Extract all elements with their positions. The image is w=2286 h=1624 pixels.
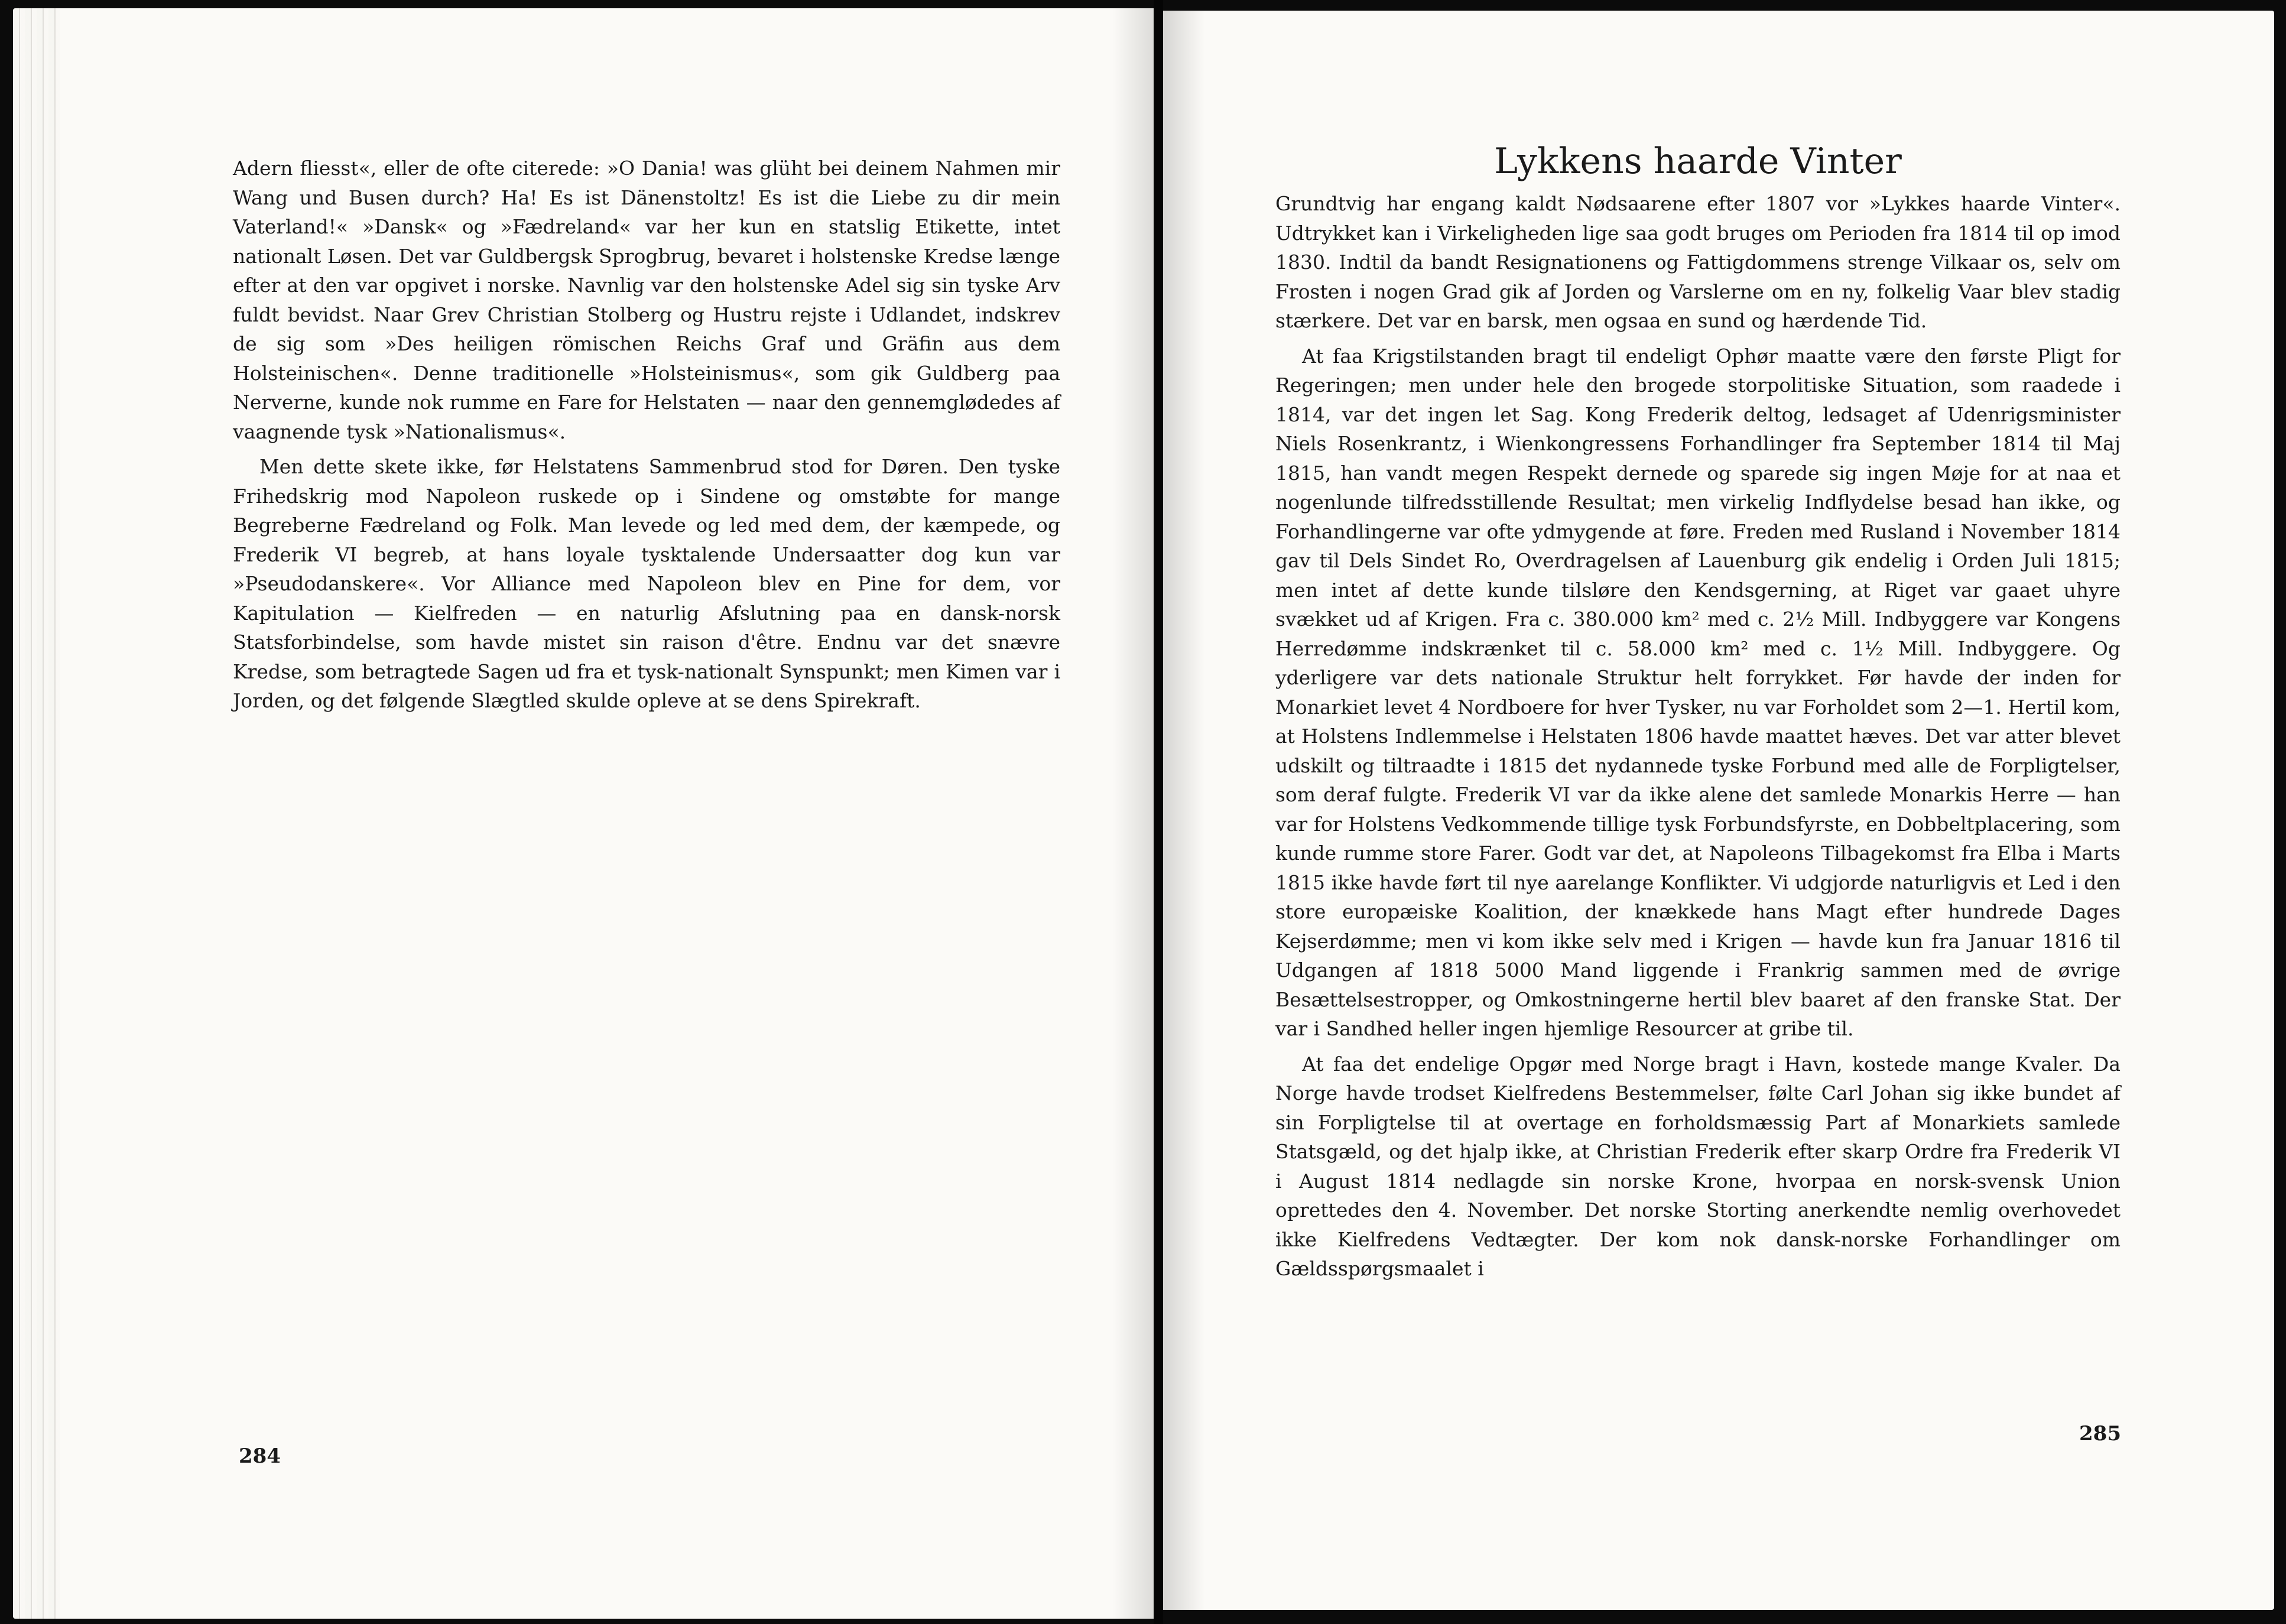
right-page-body bbox=[1275, 189, 2121, 1284]
page-edge-stack bbox=[13, 8, 60, 1619]
right-paragraph: At faa Krigstilstanden bragt til endeligt Ophør maatte være den første Pligt for Regeringen; men under hele den brogede storpolitiske Situation, som raadede i 1814, var det ingen let Sag. Kong Frederik deltog, ledsaget af Udenrigsminister Niels Rosenkrantz, i Wienkongressens Forhandlinger fra September 1814 til Maj 1815, han vandt megen Respekt dernede og sparede sig ingen Møje for at naa et nogenlunde tilfredsstillende Resultat; men virkelig Indflydelse besad han ikke, og Forhandlingerne var ofte ydmygende at føre. Freden med Rusland i November 1814 gav til Dels Sindet Ro, Overdragelsen af Lauenburg gik endelig i Orden Juli 1815; men intet af dette kunde tilsløre den Kendsgerning, at Riget var gaaet uhyre svækket ud af Krigen. Fra c. 380.000 km² med c. 2½ Mill. Indbyggere var Kongens Herredømme indskrænket til c. 58.000 km² med c. 1½ Mill. Indbyggere. Og yderligere var dets nationale Struktur helt forrykket. Før havde der inden for Monarkiet levet 4 Nordboere for hver Tysker, nu var Forholdet som 2—1. Hertil kom, at Holstens Indlemmelse i Helstaten 1806 havde maattet hæves. Det var atter blevet udskilt og tiltraadte i 1815 det nydannede tyske Forbund med alle de Forpligtelser, som deraf fulgte. Frederik VI var da ikke alene det samlede Monarkis Herre — han var for Holstens Vedkommende tillige tysk Forbundsfyrste, en Dobbeltplacering, som kunde rumme store Farer. Godt var det, at Napoleons Tilbagekomst fra Elba i Marts 1815 ikke havde ført til nye aarelange Konflikter. Vi udgjorde naturligvis et Led i den store europæiske Koalition, der knækkede hans Magt efter hundrede Dages Kejserdømme; men vi kom ikke selv med i Krigen — havde kun fra Januar 1816 til Udgangen af 1818 5000 Mand liggende i Frankrig sammen med de øvrige Besættelsestropper, og Omkostningerne hertil blev baaret af den franske Stat. Der var i Sandhed heller ingen hjemlige Resourcer at gribe til. bbox=[1275, 344, 2121, 1040]
right-paragraph: Grundtvig har engang kaldt Nødsaarene efter 1807 vor »Lykkes haarde Vinter«. Udtrykket kan i Virkeligheden lige saa godt bruges om Perioden fra 1814 til op imod 1830. Indtil da bandt Resignationens og Fattigdommens strenge Vilkaar os, selv om Frosten i nogen Grad gik af Jorden og Varslerne om en ny, folkelig Vaar blev stadig stærkere. Det var en barsk, men ogsaa en sund og hærdende Tid. bbox=[1275, 192, 2121, 332]
left-page-body bbox=[233, 154, 1060, 716]
spine-shadow bbox=[1163, 11, 1204, 1610]
chapter-title: Lykkens haarde Vinter bbox=[1494, 141, 1902, 182]
right-page bbox=[1163, 11, 2274, 1610]
left-paragraph: Adern fliesst«, eller de ofte citerede: »O Dania! was glüht bei deinem Nahmen mir Wang und Busen durch? Ha! Es ist Dänenstoltz! Es ist die Liebe zu dir mein Vaterland!« »Dansk« og »Fædreland« var her kun en statslig Etikette, intet nationalt Løsen. Det var Guldbergsk Sprogbrug, bevaret i holstenske Kredse længe efter at den var opgivet i norske. Navnlig var den holstenske Adel sig sin tyske Arv fuldt bevidst. Naar Grev Christian Stolberg og Hustru rejste i Udlandet, indskrev de sig som »Des heiligen römischen Reichs Graf und Gräfin aus dem Holsteinischen«. Denne traditionelle »Holsteinismus«, som gik Guldberg paa Nerverne, kunde nok rumme en Fare for Helstaten — naar den gennemglødedes af vaagnende tysk »Nationalismus«. bbox=[233, 157, 1060, 443]
book-gutter bbox=[1154, 0, 1163, 1624]
spine-shadow bbox=[1112, 8, 1154, 1619]
left-page bbox=[13, 8, 1154, 1619]
left-paragraph: Men dette skete ikke, før Helstatens Sammenbrud stod for Døren. Den tyske Frihedskrig mod Napoleon ruskede op i Sindene og omstøbte for mange Begreberne Fædreland og Folk. Man levede og led med dem, der kæmpede, og Frederik VI begreb, at hans loyale tysktalende Undersaatter dog kun var »Pseudodanskere«. Vor Alliance med Napoleon blev en Pine for dem, vor Kapitulation — Kielfreden — en naturlig Afslutning paa en dansk-norsk Statsforbindelse, som havde mistet sin raison d'être. Endnu var det snævre Kredse, som betragtede Sagen ud fra et tysk-nationalt Synspunkt; men Kimen var i Jorden, og det følgende Slægtled skulde opleve at se dens Spirekraft. bbox=[233, 455, 1060, 712]
page-number-left: 284 bbox=[239, 1444, 281, 1468]
page-number-right: 285 bbox=[2079, 1422, 2121, 1446]
right-paragraph: At faa det endelige Opgør med Norge bragt i Havn, kostede mange Kvaler. Da Norge havde trodset Kielfredens Bestemmelser, følte Carl Johan sig ikke bundet af sin Forpligtelse til at overtage en forholdsmæssig Part af Monarkiets samlede Statsgæld, og det hjalp ikke, at Christian Frederik efter skarp Ordre fra Frederik VI i August 1814 nedlagde sin norske Krone, hvorpaa en norsk-svensk Union oprettedes den 4. November. Det norske Storting anerkendte nemlig overhovedet ikke Kielfredens Vedtægter. Der kom nok dansk-norske Forhandlinger om Gældsspørgsmaalet i bbox=[1275, 1052, 2121, 1280]
